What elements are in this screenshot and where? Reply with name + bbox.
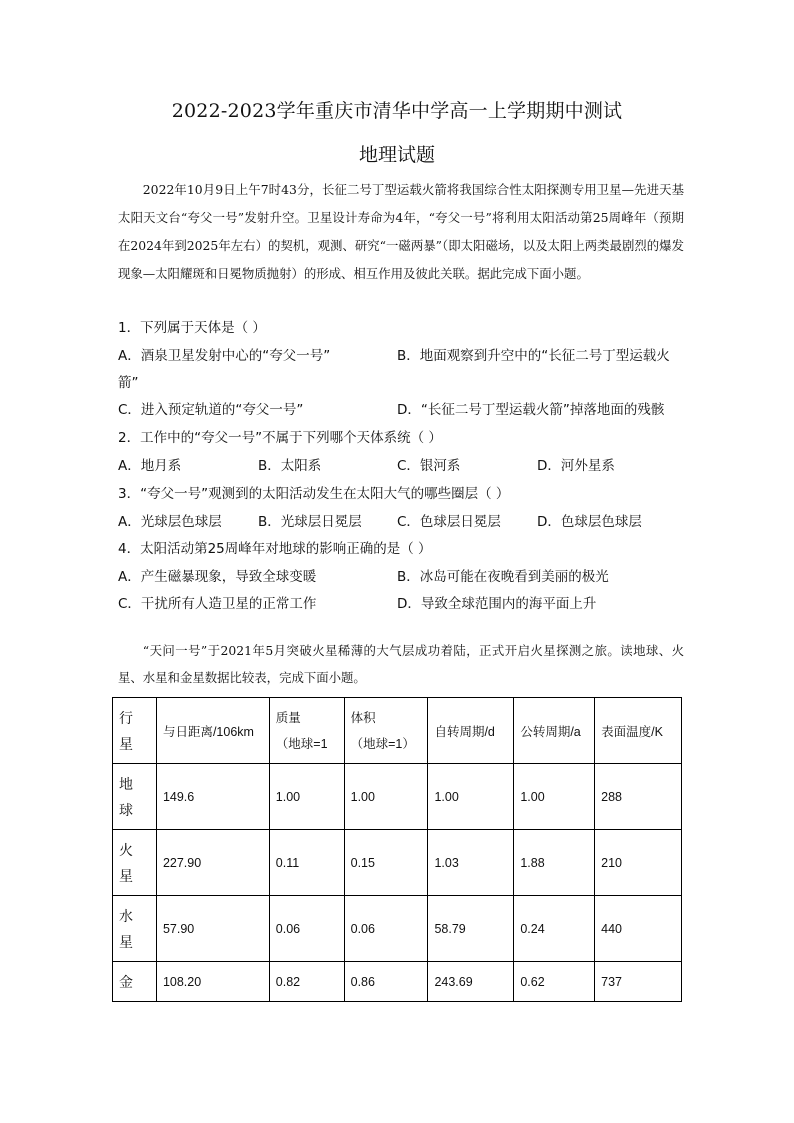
question-1-option-c: C．进入预定轨道的“夸父一号” [118, 402, 304, 418]
question-3-option-c: C．色球层日冕层 [397, 514, 501, 530]
table-header-row [113, 698, 682, 764]
question-4-option-d: D．导致全球范围内的海平面上升 [397, 596, 597, 612]
question-1-option-b: B．地面观察到升空中的“长征二号丁型运载火 [397, 348, 670, 364]
cell-revolution: 1.88 [514, 830, 595, 896]
cell-rotation: 243.69 [428, 962, 514, 1002]
cell-rotation: 1.00 [428, 764, 514, 830]
cell-volume: 0.15 [344, 830, 428, 896]
question-3-option-a: A．光球层色球层 [118, 514, 222, 530]
cell-rotation: 58.79 [428, 896, 514, 962]
cell-revolution: 0.62 [514, 962, 595, 1002]
header-planet: 行 星 [113, 698, 157, 764]
cell-mass: 0.11 [269, 830, 344, 896]
cell-planet: 地 球 [113, 764, 157, 830]
cell-temperature: 288 [595, 764, 682, 830]
cell-temperature: 737 [595, 962, 682, 1002]
question-4-stem: 4．太阳活动第25周峰年对地球的影响正确的是（ ） [118, 541, 432, 557]
cell-volume: 0.06 [344, 896, 428, 962]
question-2-option-b: B．太阳系 [258, 458, 322, 474]
question-1-option-d: D．“长征二号丁型运载火箭”掉落地面的残骸 [397, 402, 665, 418]
question-2-option-d: D．河外星系 [537, 458, 615, 474]
header-distance: 与日距离/106km [156, 698, 269, 764]
header-volume: 体积 （地球=1） [344, 698, 428, 764]
question-3-option-d: D．色球层色球层 [537, 514, 642, 530]
cell-planet: 火 星 [113, 830, 157, 896]
cell-distance: 149.6 [156, 764, 269, 830]
cell-mass: 0.82 [269, 962, 344, 1002]
table-row [113, 830, 682, 896]
intro-paragraph-2: “天问一号”于2021年5月突破火星稀薄的大气层成功着陆，正式开启火星探测之旅。读地球、火星、水星和金星数据比较表，完成下面小题。 [118, 643, 684, 685]
cell-temperature: 210 [595, 830, 682, 896]
question-2-option-a: A．地月系 [118, 458, 182, 474]
question-4-option-a: A．产生磁暴现象，导致全球变暖 [118, 569, 317, 585]
table-row [113, 896, 682, 962]
cell-planet: 水 星 [113, 896, 157, 962]
exam-subtitle: 地理试题 [358, 144, 435, 166]
planet-data-table [112, 697, 682, 1002]
cell-distance: 57.90 [156, 896, 269, 962]
question-1-stem: 1．下列属于天体是（ ） [118, 320, 266, 336]
question-4-option-c: C．干扰所有人造卫星的正常工作 [118, 596, 317, 612]
question-1-option-b-wrap: 箭” [118, 375, 139, 391]
question-3-stem: 3．“夸父一号”观测到的太阳活动发生在太阳大气的哪些圈层（ ） [118, 486, 510, 502]
question-2-option-c: C．银河系 [397, 458, 461, 474]
exam-title: 2022-2023学年重庆市清华中学高一上学期期中测试 [171, 100, 623, 122]
intro-paragraph: 2022年10月9日上午7时43分，长征二号丁型运载火箭将我国综合性太阳探测专用卫星—先进天基太阳天文台“夸父一号”发射升空。卫星设计寿命为4年，“夸父一号”将利用太阳活动第25周峰年（预期在2024年到2025年左右）的契机，观测、研究“一磁两暴”（即太阳磁场，以及太阳上两类最剧烈的爆发现象—太阳耀斑和日冕物质抛射）的形成、相互作用及彼此关联。据此完成下面小题。 [118, 182, 684, 281]
cell-distance: 108.20 [156, 962, 269, 1002]
cell-revolution: 0.24 [514, 896, 595, 962]
question-3-option-b: B．光球层日冕层 [258, 514, 362, 530]
cell-volume: 1.00 [344, 764, 428, 830]
header-mass: 质量 （地球=1 [269, 698, 344, 764]
header-revolution: 公转周期/a [514, 698, 595, 764]
table-row [113, 962, 682, 1002]
question-2-stem: 2．工作中的“夸父一号”不属于下列哪个天体系统（ ） [118, 430, 442, 446]
table-row [113, 764, 682, 830]
cell-planet: 金 [113, 962, 157, 1002]
cell-mass: 1.00 [269, 764, 344, 830]
header-rotation: 自转周期/d [428, 698, 514, 764]
cell-volume: 0.86 [344, 962, 428, 1002]
question-4-option-b: B．冰岛可能在夜晚看到美丽的极光 [397, 569, 609, 585]
cell-rotation: 1.03 [428, 830, 514, 896]
header-temperature: 表面温度/K [595, 698, 682, 764]
cell-distance: 227.90 [156, 830, 269, 896]
cell-mass: 0.06 [269, 896, 344, 962]
question-1-option-a: A．酒泉卫星发射中心的“夸父一号” [118, 348, 331, 364]
cell-revolution: 1.00 [514, 764, 595, 830]
cell-temperature: 440 [595, 896, 682, 962]
